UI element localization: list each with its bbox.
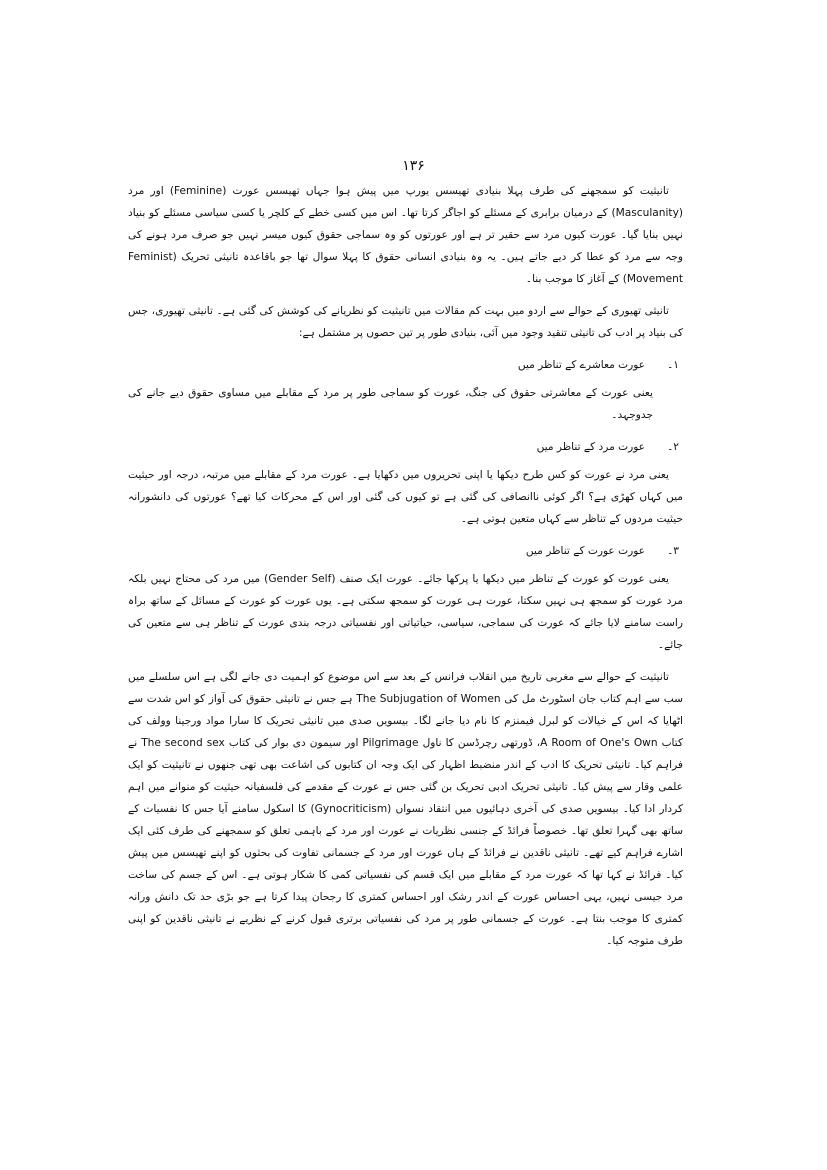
- page-number: ۱۳۶: [402, 158, 425, 174]
- list-item-description: یعنی مرد نے عورت کو کس طرح دیکھا یا اپنی تحریروں میں دکھایا ہے۔ عورت مرد کے مقابلے میں مرتبہ، درجہ اور حیثیت میں کہاں کھڑی ہے؟ اگر کوئی ناانصافی کی گئی ہے تو کیوں کی گئی اور اس کے محرکات کیا تھے؟ عورتوں کی دانشورانہ حیثیت مردوں کے تناظر سے کہاں متعین ہوتی ہے۔: [128, 469, 683, 525]
- list-item-number: ۳۔: [667, 545, 679, 557]
- list-item-title: عورت عورت کے تناظر میں: [525, 545, 645, 557]
- intro-paragraph: تانیثیت کو سمجھنے کی طرف پہلا بنیادی تھیسس یورپ میں پیش ہوا جہاں تھیسس عورت (Feminine) اور مرد (Masculanity) کے درمیان برابری کے مسئلے کو اجاگر کرتا تھا۔ اس میں کسی خطے کے کلچر یا کسی سیاسی مسئلے کو بنیاد نہیں بنایا گیا۔ عورت کیوں مرد سے حقیر تر ہے اور عورتوں کو وہ سماجی حقوق کیوں میسر نہیں جو صرف مرد ہونے کی وجہ سے مرد کو عطا کر دیے جاتے ہیں۔ یہ وہ بنیادی انسانی حقوق کا پہلا سوال تھا جو باقاعدہ تانیثی تحریک (Feminist Movement) کے آغاز کا موجب بنا۔: [128, 185, 683, 285]
- list-item-3: [128, 540, 683, 562]
- theory-paragraph: تانیثی تھیوری کے حوالے سے اردو میں بہت کم مقالات میں تانیثیت کو نظریانے کی کوشش کی گئی ہے۔ تانیثی تھیوری، جس کی بنیاد پر ادب کی تانیثی تنقید وجود میں آئی، بنیادی طور پر تین حصوں پر مشتمل ہے:: [128, 305, 683, 339]
- list-item-title: عورت مرد کے تناظر میں: [536, 441, 645, 453]
- list-item-description: یعنی عورت کے معاشرتی حقوق کی جنگ، عورت کو سماجی طور پر مرد کے مقابلے میں مساوی حقوق دیے جانے کی جدوجہد۔: [128, 387, 653, 421]
- page-content: [128, 180, 683, 962]
- list-item-number: ۲۔: [667, 441, 679, 453]
- closing-paragraph: تانیثیت کے حوالے سے مغربی تاریخ میں انقلاب فرانس کے بعد سے اس موضوع کو اہمیت دی جانے لگی ہے اس سلسلے میں سب سے اہم کتاب جان اسٹورٹ مل کی The Subjugation of Women ہے جس نے تانیثی حقوق کی آواز کو اس شدت سے اٹھایا کہ اس کے خیالات کو لبرل فیمنزم کا نام دیا جانے لگا۔ بیسویں صدی میں تانیثی تحریک کا سارا مواد ورجینا وولف کی کتاب A Room of One's Own، ڈورتھی رچرڈسن کا ناول Pilgrimage اور سیمون دی بوار کی کتاب The second sex نے فراہم کیا۔ تانیثی تحریک کا ادب کے اندر منضبط اظہار کی ایک وجہ ان کتابوں کی اشاعت بھی تھی جنھوں نے تانیثیت کو ایک علمی وقار سے پیش کیا۔ تانیثی تحریک ادبی تحریک بن گئی جس نے عورت کے مقدمے کی فلسفیانہ حیثیت کو منوانے میں اہم کردار ادا کیا۔ بیسویں صدی کی آخری دہائیوں میں انتقاد نسواں (Gynocriticism) کا اسکول سامنے آیا جس کا نفسیات کے ساتھ بھی گہرا تعلق تھا۔ خصوصاً فرائڈ کے جنسی نظریات نے عورت اور مرد کے باہمی تعلق کو سمجھنے کی طرف کئی ایک اشارے فراہم کیے تھے۔ تانیثی ناقدین نے فرائڈ کے ہاں عورت اور مرد کے جسمانی تفاوت کی بحثوں کو اپنے تھیسس میں پیش کیا۔ فرائڈ نے کہا تھا کہ عورت مرد کے مقابلے میں ایک قسم کی نفسیاتی کمی کا شکار ہوتی ہے۔ اس کے جسم کی ساخت مرد جیسی نہیں، یہی احساس عورت کے اندر رشک اور احساس کمتری کا رجحان پیدا کرتا ہے جو بڑی حد تک دانش ورانہ کمتری کا موجب بنتا ہے۔ عورت کے جسمانی طور پر مرد کی نفسیاتی برتری قبول کرنے کے نظریے نے تانیثی ناقدین کو اپنی طرف متوجہ کیا۔: [128, 671, 684, 947]
- list-item-number: ۱۔: [667, 359, 679, 371]
- list-item-1: [128, 354, 683, 376]
- list-item-title: عورت معاشرے کے تناظر میں: [517, 359, 645, 371]
- list-item-description: یعنی عورت کو عورت کے تناظر میں دیکھا یا پرکھا جائے۔ عورت ایک صنف (Gender Self) میں مرد کی محتاج نہیں بلکہ مرد عورت کو سمجھ ہی نہیں سکتا، عورت ہی عورت کو سمجھ سکتی ہے۔ یوں عورت کو عورت کے مسائل کے ساتھ براہ راست سامنے لایا جائے کہ عورت کی سماجی، سیاسی، حیاتیاتی اور نفسیاتی درجہ بندی عورت کے تناظر ہی سے متعین کی جائے۔: [128, 573, 683, 651]
- list-item-2: [128, 436, 683, 458]
